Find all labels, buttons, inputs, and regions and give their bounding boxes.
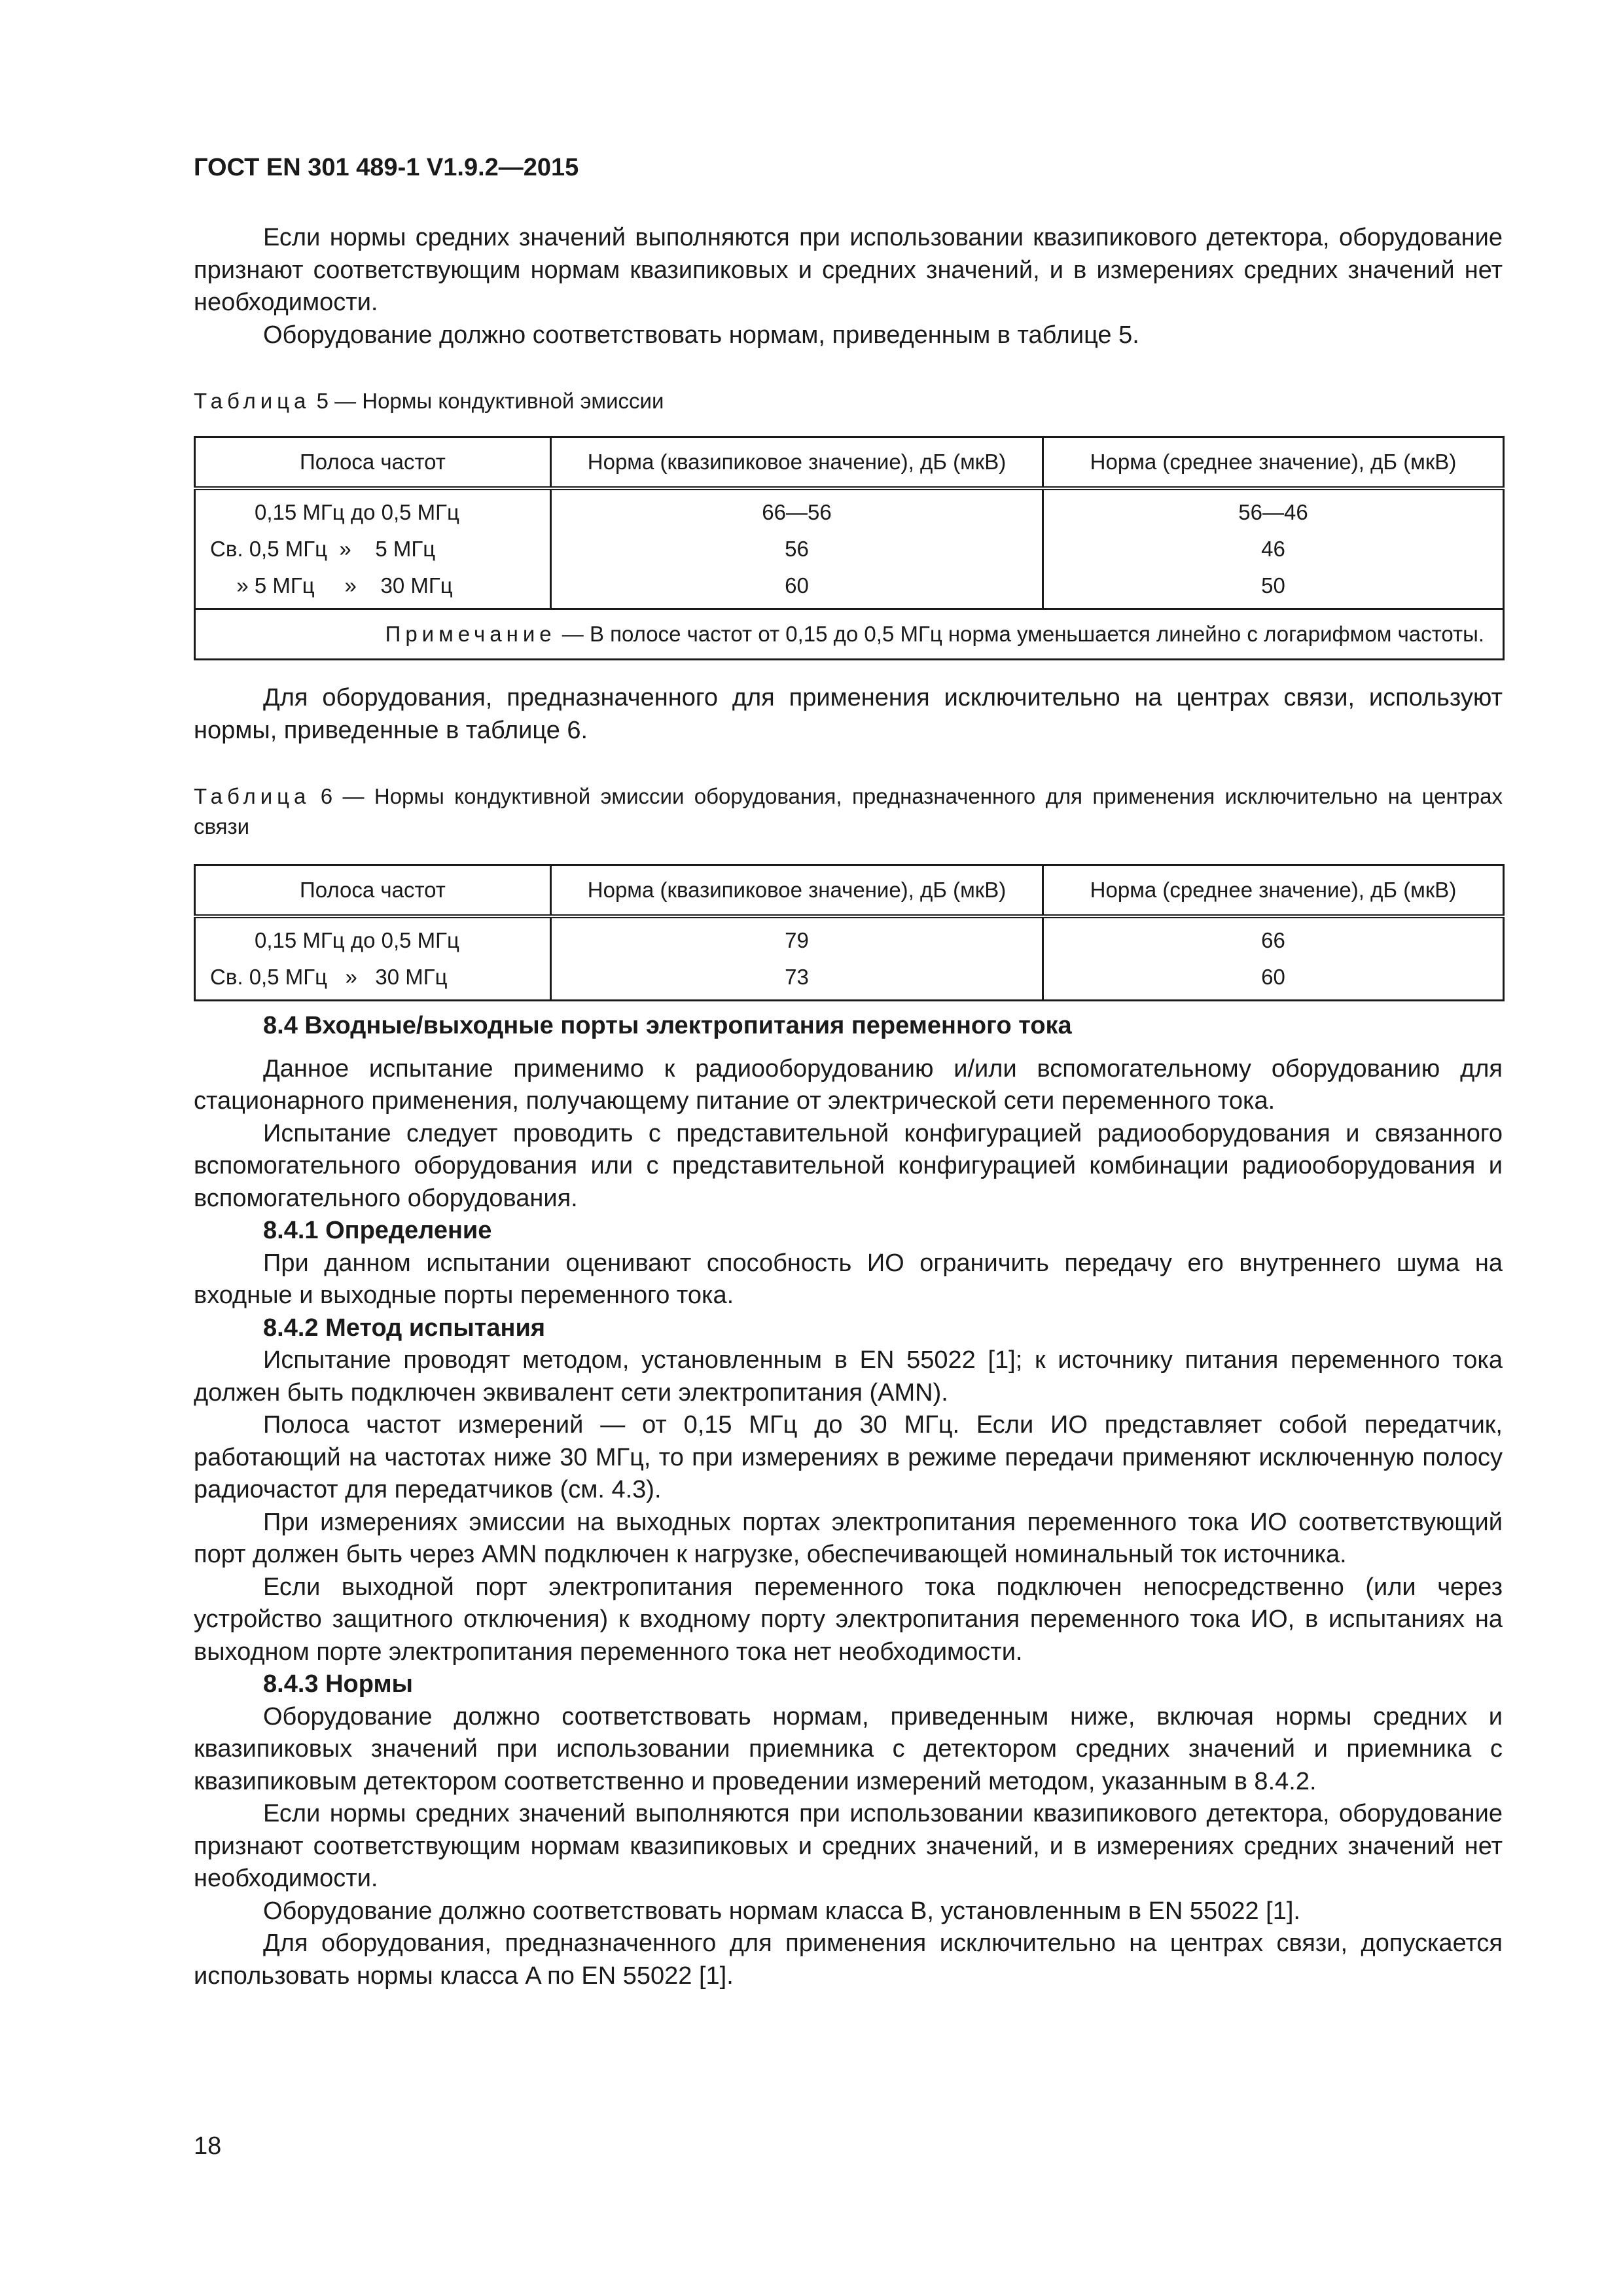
- paragraph: Оборудование должно соответствовать нормам, приведенным в таблице 5.: [263, 321, 1139, 349]
- column-header: Норма (среднее значение), дБ (мкВ): [1043, 437, 1504, 489]
- table5: [194, 436, 1505, 660]
- page-number: 18: [194, 2132, 222, 2160]
- paragraph: Испытание следует проводить с представительной конфигурацией радиооборудования и связанного вспомогательного оборудования или с представительной конфигурацией комбинации радиооборудования и вспомогательного оборудования.: [194, 1119, 1503, 1212]
- table-header-row: [195, 865, 1504, 917]
- qp-cell: 66—56: [551, 488, 1043, 531]
- avg-cell: 56—46: [1043, 488, 1504, 531]
- table-note: Примечание — В полосе частот от 0,15 до 0,5 МГц норма уменьшается линейно с логарифмом частоты.: [195, 609, 1504, 660]
- table6-wrapper: [194, 864, 1503, 1001]
- column-header: Норма (среднее значение), дБ (мкВ): [1043, 865, 1504, 917]
- column-header: Норма (квазипиковое значение), дБ (мкВ): [551, 437, 1043, 489]
- caption-label: Таблица: [194, 784, 311, 808]
- table-row: [195, 531, 1504, 567]
- avg-cell: 60: [1043, 959, 1504, 1001]
- freq-cell: Св. 0,5 МГц » 5 МГц: [195, 531, 551, 567]
- section-heading: 8.4.3 Нормы: [263, 1670, 414, 1698]
- section-heading: 8.4 Входные/выходные порты электропитания переменного тока: [263, 1012, 1072, 1039]
- table-row: [195, 959, 1504, 1001]
- freq-cell: 0,15 МГц до 0,5 МГц: [195, 916, 551, 959]
- document-header: ГОСТ EN 301 489-1 V1.9.2—2015: [194, 154, 579, 181]
- column-header: Полоса частот: [195, 437, 551, 489]
- section-heading: 8.4.1 Определение: [263, 1217, 492, 1244]
- paragraph: Оборудование должно соответствовать нормам класса B, установленным в EN 55022 [1].: [263, 1897, 1300, 1925]
- qp-cell: 56: [551, 531, 1043, 567]
- table-note-row: [195, 609, 1504, 660]
- paragraph: Если нормы средних значений выполняются при использовании квазипикового детектора, оборудование признают соответствующим нормам квазипиковых и средних значений, и в измерениях средних значений нет необходимости.: [194, 224, 1503, 316]
- table-row: [195, 567, 1504, 609]
- paragraph: При измерениях эмиссии на выходных портах электропитания переменного тока ИО соответствующий порт должен быть через AMN подключен к нагрузке, обеспечивающей номинальный ток источника.: [194, 1508, 1503, 1568]
- table-row: [195, 916, 1504, 959]
- avg-cell: 46: [1043, 531, 1504, 567]
- freq-cell: Св. 0,5 МГц » 30 МГц: [195, 959, 551, 1001]
- paragraph: Если нормы средних значений выполняются при использовании квазипикового детектора, оборудование признают соответствующим нормам квазипиковых и средних значений, и в измерениях средних значений нет необходимости.: [194, 1800, 1503, 1892]
- paragraph: Данное испытание применимо к радиооборудованию и/или вспомогательному оборудованию для стационарного применения, получающему питание от электрической сети переменного тока.: [194, 1054, 1503, 1115]
- table5-wrapper: [194, 436, 1503, 660]
- qp-cell: 79: [551, 916, 1043, 959]
- qp-cell: 60: [551, 567, 1043, 609]
- table6-caption: [194, 781, 1503, 842]
- caption-text: 6 — Нормы кондуктивной эмиссии оборудования, предназначенного для применения исключительно на центрах связи: [194, 784, 1503, 838]
- paragraph: При данном испытании оценивают способность ИО ограничить передачу его внутреннего шума на входные и выходные порты переменного тока.: [194, 1249, 1503, 1309]
- avg-cell: 66: [1043, 916, 1504, 959]
- table-row: [195, 488, 1504, 531]
- paragraph: Испытание проводят методом, установленным в EN 55022 [1]; к источнику питания переменного тока должен быть подключен эквивалент сети электропитания (AMN).: [194, 1346, 1503, 1407]
- qp-cell: 73: [551, 959, 1043, 1001]
- paragraph: Для оборудования, предназначенного для применения исключительно на центрах связи, используют нормы, приведенные в таблице 6.: [194, 684, 1503, 744]
- table-header-row: [195, 437, 1504, 489]
- section-heading: 8.4.2 Метод испытания: [263, 1314, 545, 1342]
- avg-cell: 50: [1043, 567, 1504, 609]
- document-page: [194, 0, 1503, 2296]
- paragraph: Для оборудования, предназначенного для применения исключительно на центрах связи, допускается использовать нормы класса A по EN 55022 [1].: [194, 1929, 1503, 1990]
- paragraph: Полоса частот измерений — от 0,15 МГц до 30 МГц. Если ИО представляет собой передатчик, работающий на частотах ниже 30 МГц, то при измерениях в режиме передачи применяют исключенную полосу радиочастот для передатчиков (см. 4.3).: [194, 1411, 1503, 1503]
- intro-block: [194, 222, 1503, 351]
- caption-text: 5 — Нормы кондуктивной эмиссии: [316, 389, 664, 413]
- paragraph: Если выходной порт электропитания переменного тока подключен непосредственно (или через устройство защитного отключения) к входному порту электропитания переменного тока ИО, в испытаниях на выходном порте электропитания переменного тока нет необходимости.: [194, 1573, 1503, 1666]
- table6: [194, 864, 1505, 1001]
- table5-caption: [194, 386, 1503, 416]
- column-header: Норма (квазипиковое значение), дБ (мкВ): [551, 865, 1043, 917]
- caption-label: Таблица: [194, 389, 311, 413]
- freq-cell: 0,15 МГц до 0,5 МГц: [195, 488, 551, 531]
- paragraph: Оборудование должно соответствовать нормам, приведенным ниже, включая нормы средних и квазипиковых значений при использовании приемника с детектором средних значений и приемника с квазипиковым детектором соответственно и проведении измерений методом, указанным в 8.4.2.: [194, 1702, 1503, 1795]
- freq-cell: » 5 МГц » 30 МГц: [195, 567, 551, 609]
- section-8-4: [194, 1010, 1503, 1992]
- para-after-table5: [194, 682, 1503, 747]
- column-header: Полоса частот: [195, 865, 551, 917]
